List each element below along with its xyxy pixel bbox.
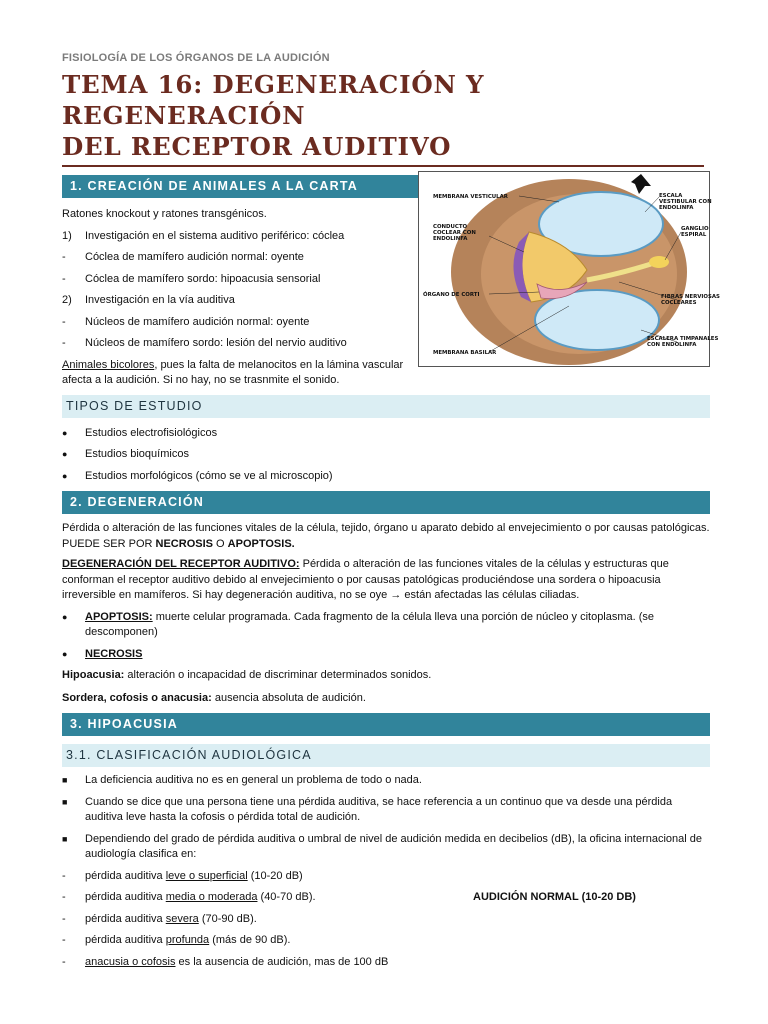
s1-bicolor-paragraph: Animales bicolores, pues la falta de melanocitos en la lámina vascular afecta a la audición. Si no hay, no se trasnmite el sonido. xyxy=(62,358,404,386)
label-membrana-vestibular: MEMBRANA VESTICULAR xyxy=(433,194,508,200)
label-escalera-timpanales: ESCALERA TIMPANALES xyxy=(647,336,719,342)
s3-bullet: ■ Dependiendo del grado de pérdida auditiva o umbral de nivel de audición medida en decibelios (dB), la oficina internacional de audiología clasifica en: xyxy=(62,832,703,860)
cochlea-svg xyxy=(419,172,720,366)
s3-bullet: ■ La deficiencia auditiva no es en general un problema de todo o nada. xyxy=(62,774,422,786)
s3-bullet: ■ Cuando se dice que una persona tiene una pérdida auditiva, se hace referencia a un continuo que va desde una pérdida auditiva leve hasta la cofosis o pérdida total de audición. xyxy=(62,795,673,823)
tipos-heading: TIPOS DE ESTUDIO xyxy=(62,395,710,418)
bicolor-term: Animales bicolores xyxy=(62,358,155,371)
subject-header: FISIOLOGÍA DE LOS ÓRGANOS DE LA AUDICIÓN xyxy=(62,52,330,64)
label-escala-vestibular: ESCALA xyxy=(659,193,683,199)
hearing-loss-level: - pérdida auditiva leve o superficial (10-20 dB) xyxy=(62,869,303,882)
necrosis-item: ● NECROSIS xyxy=(62,647,143,660)
label-conducto-coclear: ENDOLINFA xyxy=(433,236,468,242)
label-escalera-timpanales: CON ENDOLINFA xyxy=(647,342,697,348)
hearing-loss-level: - pérdida auditiva profunda (más de 90 dB). xyxy=(62,934,291,946)
tipos-item: ● Estudios electrofisiológicos xyxy=(62,426,218,439)
label-escala-vestibular: ENDOLINFA xyxy=(659,205,694,211)
hearing-loss-level: - pérdida auditiva severa (70-90 dB). xyxy=(62,912,257,925)
section-3-1-heading: 3.1. CLASIFICACIÓN AUDIOLÓGICA xyxy=(62,744,710,767)
label-membrana-basilar: MEMBRANA BASILAR xyxy=(433,350,497,356)
label-conducto-coclear: COCLEAR CON xyxy=(433,230,476,236)
label-organo-corti: ÓRGANO DE CORTI xyxy=(423,292,480,298)
s1-item: - Cóclea de mamífero sordo: hipoacusia sensorial xyxy=(62,272,321,285)
sordera-definition: Sordera, cofosis o anacusia: ausencia absoluta de audición. xyxy=(62,691,366,704)
section-3-heading: 3. HIPOACUSIA xyxy=(62,713,710,736)
section-1-heading: 1. CREACIÓN DE ANIMALES A LA CARTA xyxy=(62,175,710,198)
label-fibras-nerviosas: COCLEARES xyxy=(661,300,697,306)
s1-item: - Núcleos de mamífero audición normal: oyente xyxy=(62,315,310,328)
cochlea-diagram xyxy=(418,171,720,367)
title-line-1: TEMA 16: DEGENERACIÓN Y REGENERACIÓN xyxy=(62,70,485,130)
title-divider xyxy=(62,165,704,167)
s1-item: 1) Investigación en el sistema auditivo periférico: cóclea xyxy=(62,229,345,242)
section-2-heading: 2. DEGENERACIÓN xyxy=(62,491,710,514)
hearing-loss-level: - pérdida auditiva media o moderada (40-70 dB). AUDICIÓN NORMAL (10-20 DB) xyxy=(62,890,710,906)
label-ganglio-espiral: ESPIRAL xyxy=(681,232,707,238)
s2-definition: Pérdida o alteración de las funciones vitales de la célula, tejido, órgano u aparato debido al envejecimiento o por causas patológicas. PUEDE SER POR NECROSIS O APOPTOSIS. xyxy=(62,522,710,550)
tipos-item: ● Estudios morfológicos (cómo se ve al microscopio) xyxy=(62,469,333,482)
label-escala-vestibular: VESTIBULAR CON xyxy=(659,199,712,205)
s2-receptor-degeneration: DEGENERACIÓN DEL RECEPTOR AUDITIVO: Pérdida o alteración de las funciones vitales de la células y estructuras que conforman el receptor auditivo debido al envejecimiento o por causas patológicas produciéndose una sordera o hipoacusia irreversible en mamíferos. Si hay degeneración auditiva, no se oye → están afectadas las células ciliadas. xyxy=(62,558,669,601)
apoptosis-item: ● APOPTOSIS: muerte celular programada. Cada fragmento de la célula lleva una porción de núcleo y citoplasma. (se descomponen) xyxy=(62,610,655,638)
hearing-loss-level: - anacusia o cofosis es la ausencia de audición, mas de 100 dB xyxy=(62,955,389,968)
hipoacusia-definition: Hipoacusia: alteración o incapacidad de discriminar determinados sonidos. xyxy=(62,669,432,681)
title-line-2: DEL RECEPTOR AUDITIVO xyxy=(62,132,452,161)
arrow-icon xyxy=(631,174,651,194)
s1-intro: Ratones knockout y ratones transgénicos. xyxy=(62,208,267,220)
s1-item: - Núcleos de mamífero sordo: lesión del nervio auditivo xyxy=(62,337,347,349)
s1-item: 2) Investigación en la vía auditiva xyxy=(62,294,235,306)
scala-tympani xyxy=(535,290,659,350)
page-title xyxy=(62,69,710,162)
tipos-item: ● Estudios bioquímicos xyxy=(62,448,189,460)
label-ganglio-espiral: GANGLIO xyxy=(681,226,709,232)
label-fibras-nerviosas: FIBRAS NERVIOSAS xyxy=(661,294,720,300)
normal-hearing-note: AUDICIÓN NORMAL (10-20 DB) xyxy=(473,891,636,903)
label-conducto-coclear: CONDUCTO xyxy=(433,224,468,230)
s1-item: - Cóclea de mamífero audición normal: oyente xyxy=(62,251,304,263)
